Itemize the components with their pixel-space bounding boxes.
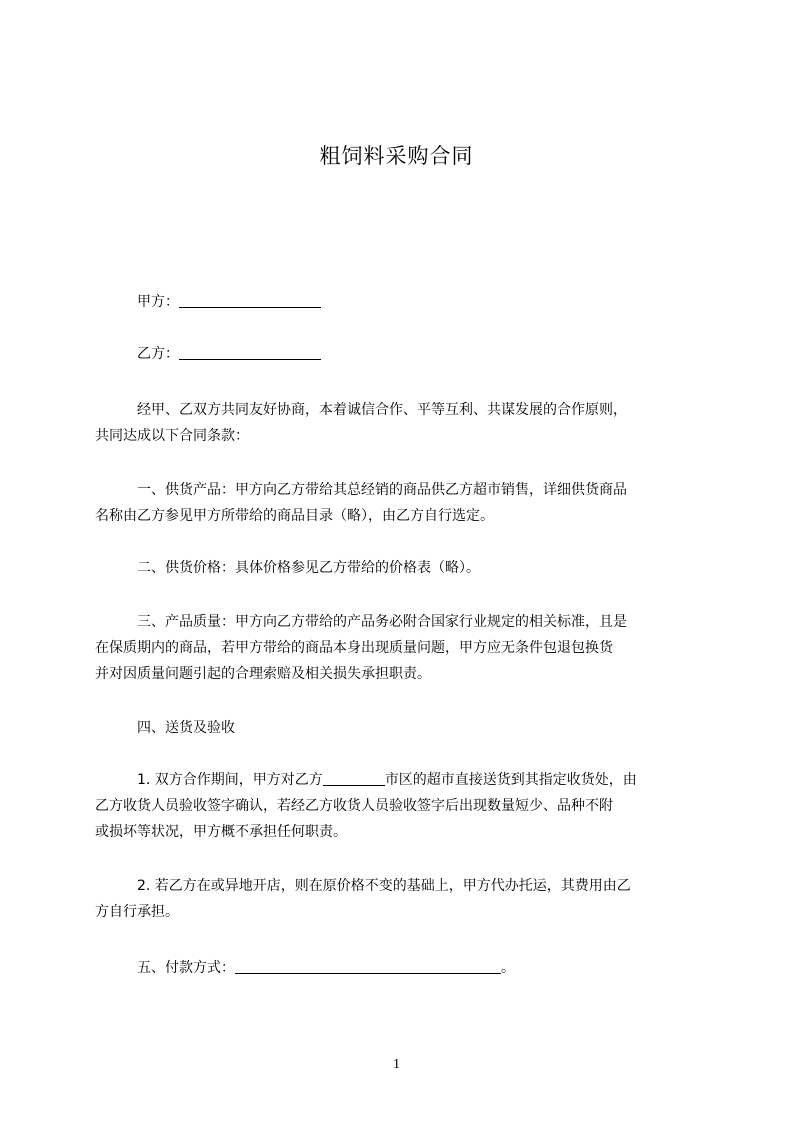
page-number: 1 — [393, 1057, 400, 1072]
clause4-item1-line-1 — [137, 770, 637, 790]
clause1-line-2: 名称由乙方参见甲方所带给的商品目录（略），由乙方自行选定。 — [95, 508, 494, 524]
clause2-line: 二、供货价格：具体价格参见乙方带给的价格表（略）。 — [137, 560, 480, 576]
city-blank[interactable] — [323, 771, 385, 786]
clause3-line-3: 并对因质量问题引起的合理索赔及相关损失承担职责。 — [95, 666, 431, 682]
clause4-item2-line-2: 方自行承担。 — [95, 904, 179, 920]
clause1-line-1: 一、供货产品：甲方向乙方带给其总经销的商品供乙方超市销售，详细供货商品 — [137, 482, 627, 498]
party-b-label: 乙方： — [137, 346, 179, 362]
party-b-line — [137, 344, 321, 364]
intro-line-1: 经甲、乙双方共同友好协商，本着诚信合作、平等互利、共谋发展的合作原则， — [137, 402, 627, 418]
clause4-item1-part-b: 市区的超市直接送货到其指定收货处，由 — [384, 772, 637, 788]
clause5-label: 五、付款方式： — [137, 960, 235, 976]
clause4-heading: 四、送货及验收 — [137, 720, 235, 736]
intro-line-2: 共同达成以下合同条款： — [95, 428, 249, 444]
clause5-end: 。 — [501, 960, 515, 976]
clause4-item1-line-3: 或损坏等状况，甲方概不承担任何职责。 — [95, 824, 347, 840]
document-title: 粗饲料采购合同 — [319, 144, 474, 168]
party-a-blank[interactable] — [179, 293, 321, 308]
clause4-item1-part-a: 1. 双方合作期间，甲方对乙方 — [137, 772, 323, 788]
clause5-line — [137, 958, 515, 978]
party-a-label: 甲方： — [137, 294, 179, 310]
payment-method-blank[interactable] — [235, 959, 501, 974]
clause3-line-1: 三、产品质量：甲方向乙方带给的产品务必附合国家行业规定的相关标准，且是 — [137, 614, 627, 630]
party-b-blank[interactable] — [179, 345, 321, 360]
clause4-item2-line-1: 2. 若乙方在或异地开店，则在原价格不变的基础上，甲方代办托运，其费用由乙 — [137, 878, 631, 894]
party-a-line — [137, 292, 321, 312]
clause4-item1-line-2: 乙方收货人员验收签字确认，若经乙方收货人员验收签字后出现数量短少、品种不附 — [95, 798, 613, 814]
clause3-line-2: 在保质期内的商品，若甲方带给的商品本身出现质量问题，甲方应无条件包退包换货 — [95, 640, 613, 656]
